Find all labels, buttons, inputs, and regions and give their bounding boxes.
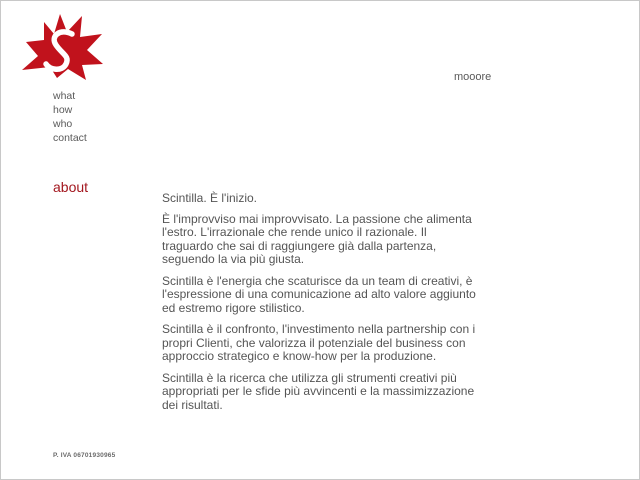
mooore-link[interactable]: mooore xyxy=(454,71,492,83)
nav-item-contact[interactable]: contact xyxy=(53,132,87,144)
paragraph: È l'improvviso mai improvvisato. La passione che alimenta l'estro. L'irrazionale che rende unico il razionale. Il traguardo che sai di raggiungere già dalla partenza, seguendo la via più giusta. xyxy=(162,211,472,266)
main-nav xyxy=(53,89,87,145)
nav-item-how[interactable]: how xyxy=(53,104,73,116)
paragraph: Scintilla è l'energia che scaturisce da un team di creativi, è l'espressione di una comunicazione ad alto valore aggiunto ed estremo rigore stilistico. xyxy=(162,273,476,315)
nav-item-who[interactable]: who xyxy=(53,118,73,130)
about-content xyxy=(162,192,480,420)
vat-number: P. IVA 06701930965 xyxy=(53,452,116,459)
paragraph: Scintilla è il confronto, l'investimento nella partnership con i propri Clienti, che valorizza il potenziale del business con approccio strategico e know-how per la produzione. xyxy=(162,322,476,363)
paragraph: Scintilla. È l'inizio. xyxy=(162,191,257,205)
scintilla-spark-logo-icon[interactable] xyxy=(20,12,104,82)
section-title: about xyxy=(53,179,89,195)
nav-item-what[interactable]: what xyxy=(53,90,76,102)
paragraph: Scintilla è la ricerca che utilizza gli strumenti creativi più appropriati per le sfide più avvincenti e la massimizzazione dei risultati. xyxy=(162,370,475,412)
